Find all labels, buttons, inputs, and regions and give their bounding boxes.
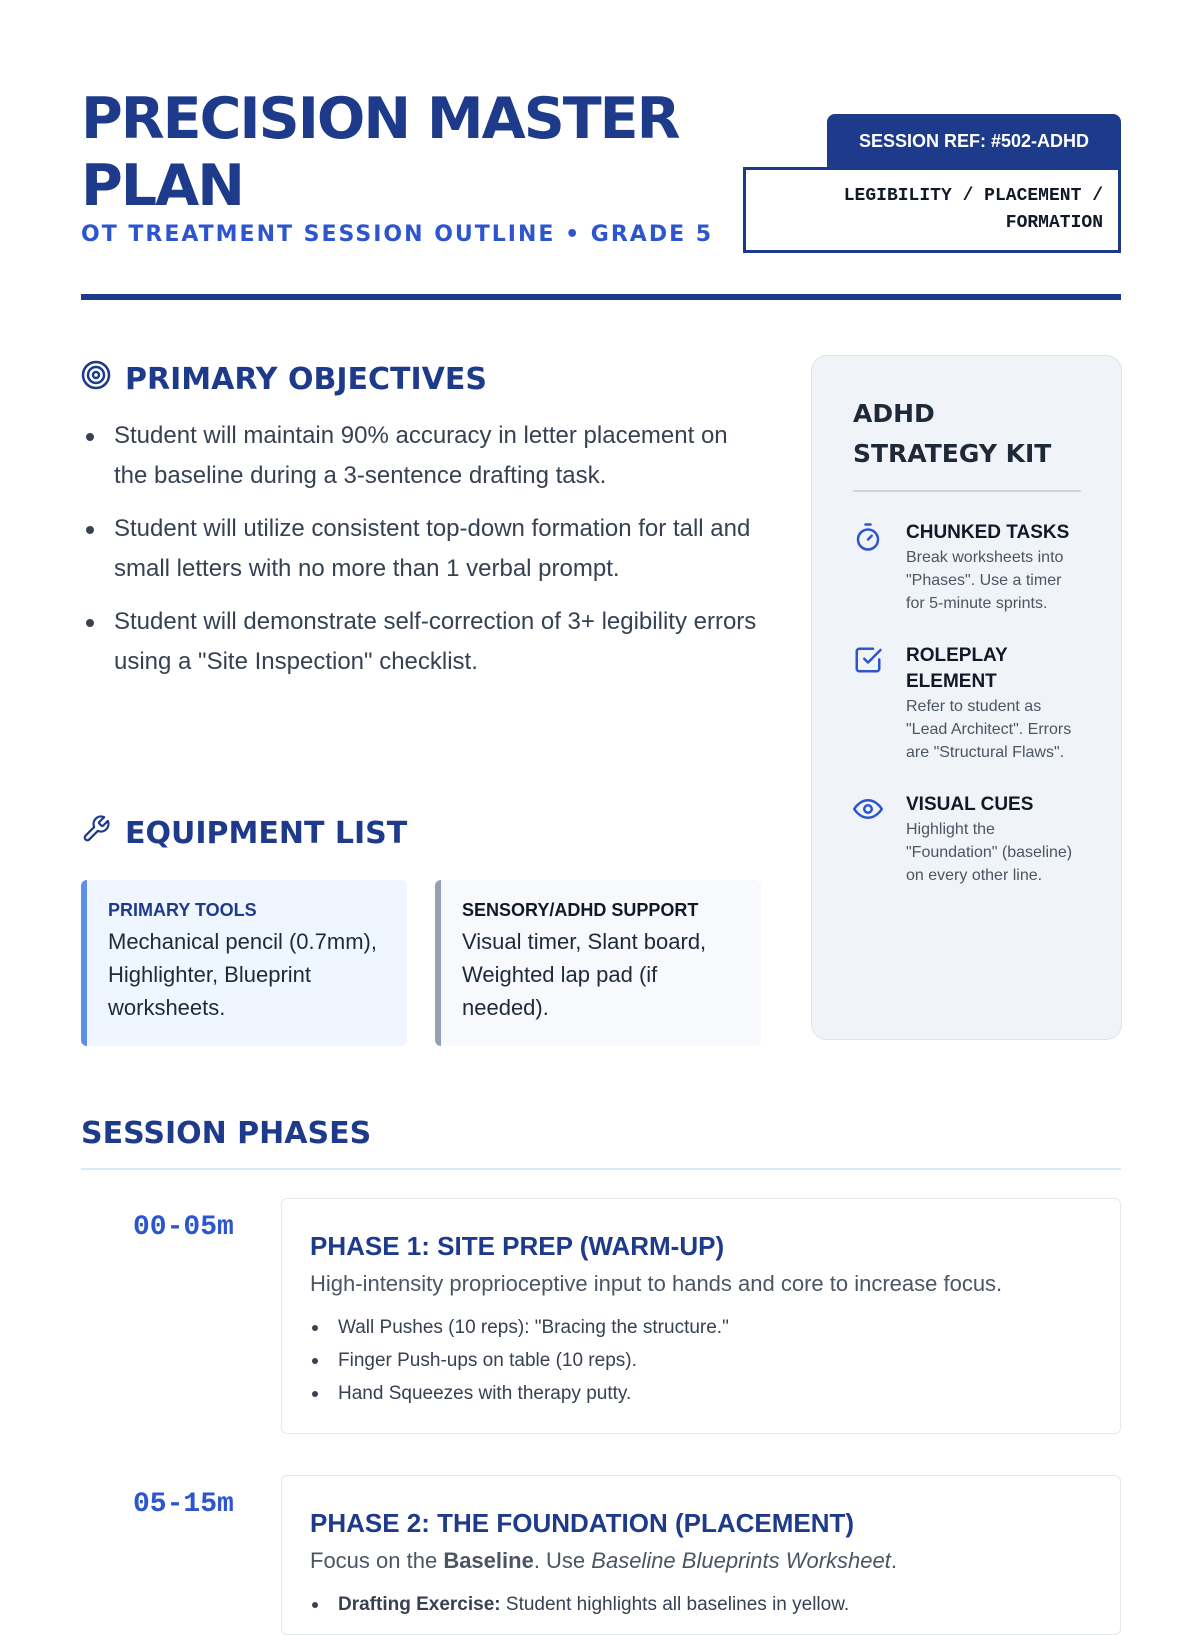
objectives-section <box>81 356 761 695</box>
phase-desc-italic: Baseline Blueprints Worksheet <box>591 1548 891 1573</box>
kit-item-desc: Break worksheets into "Phases". Use a timer for 5-minute sprints. <box>906 549 1064 612</box>
phase-title: PHASE 2: THE FOUNDATION (PLACEMENT) <box>310 1508 855 1538</box>
phase-desc-text: Focus on the <box>310 1548 444 1573</box>
equipment-cards <box>81 880 761 1046</box>
objective-item: Student will demonstrate self-correction of 3+ legibility errors using a "Site Inspection" checklist. <box>81 602 761 682</box>
kit-item-title: VISUAL CUES <box>906 794 1034 815</box>
page-subtitle: OT TREATMENT SESSION OUTLINE • GRADE 5 <box>81 222 714 247</box>
objectives-list <box>81 416 761 682</box>
page-title: PRECISION MASTER PLAN <box>81 86 679 219</box>
kit-item-visual-cues <box>853 792 1081 887</box>
focus-areas-box: LEGIBILITY / PLACEMENT / FORMATION <box>743 167 1121 253</box>
sensory-support-card <box>435 880 761 1046</box>
phase-time: 00-05m <box>133 1212 234 1243</box>
objective-item: Student will maintain 90% accuracy in letter placement on the baseline during a 3-sentence drafting task. <box>81 416 761 496</box>
phase-desc-text: . <box>890 1548 897 1573</box>
equipment-heading <box>81 810 761 856</box>
card-text: Mechanical pencil (0.7mm), Highlighter, Blueprint worksheets. <box>108 929 377 1020</box>
phase-step-text: Student highlights all baselines in yellow. <box>500 1594 850 1615</box>
header-divider <box>81 294 1121 300</box>
card-text: Visual timer, Slant board, Weighted lap pad (if needed). <box>462 929 707 1020</box>
phase-step <box>310 1588 1100 1621</box>
phase-title: PHASE 1: SITE PREP (WARM-UP) <box>310 1231 725 1261</box>
objectives-heading-label: PRIMARY OBJECTIVES <box>125 361 487 397</box>
phase-step-label: Drafting Exercise: <box>338 1594 501 1615</box>
phase-step: Wall Pushes (10 reps): "Bracing the structure." <box>310 1311 1100 1344</box>
timer-icon <box>853 520 906 615</box>
phase-desc: High-intensity proprioceptive input to hands and core to increase focus. <box>310 1271 1003 1296</box>
strategy-kit-panel <box>811 355 1122 1040</box>
eye-icon <box>853 792 906 887</box>
kit-item-title: CHUNKED TASKS <box>906 522 1070 543</box>
strategy-kit-title: ADHD STRATEGY KIT <box>853 394 1081 492</box>
phase-card <box>281 1475 1121 1635</box>
phase-step: Finger Push-ups on table (10 reps). <box>310 1344 1100 1377</box>
kit-item-roleplay <box>853 643 1081 764</box>
phase-desc-text: . Use <box>533 1548 592 1573</box>
objectives-heading <box>81 356 761 402</box>
target-icon <box>81 360 125 398</box>
kit-item-title: ROLEPLAY ELEMENT <box>906 645 1008 692</box>
session-phases-heading: SESSION PHASES <box>81 1115 372 1151</box>
session-ref-badge: SESSION REF: #502-ADHD <box>827 114 1121 168</box>
kit-item-desc: Highlight the "Foundation" (baseline) on every other line. <box>906 821 1073 884</box>
phase-desc <box>310 1542 1100 1580</box>
wrench-icon <box>81 814 125 852</box>
objective-item: Student will utilize consistent top-down formation for tall and small letters with no more than 1 verbal prompt. <box>81 509 761 589</box>
phase-desc-bold: Baseline <box>443 1548 534 1573</box>
card-label: PRIMARY TOOLS <box>108 900 257 920</box>
check-square-icon <box>853 643 906 764</box>
phase-step: Hand Squeezes with therapy putty. <box>310 1377 1100 1410</box>
phase-steps <box>310 1588 1100 1621</box>
phase-time: 05-15m <box>133 1489 234 1520</box>
kit-item-chunked-tasks <box>853 520 1081 615</box>
phase-card <box>281 1198 1121 1434</box>
equipment-section <box>81 810 761 1046</box>
primary-tools-card <box>81 880 407 1046</box>
page-header <box>81 80 1121 300</box>
session-phases-section <box>81 1110 1121 1615</box>
equipment-heading-label: EQUIPMENT LIST <box>125 815 408 851</box>
phases-divider <box>81 1168 1121 1170</box>
card-label: SENSORY/ADHD SUPPORT <box>462 900 699 920</box>
kit-item-desc: Refer to student as "Lead Architect". Errors are "Structural Flaws". <box>906 698 1072 761</box>
phase-steps <box>310 1311 1100 1410</box>
